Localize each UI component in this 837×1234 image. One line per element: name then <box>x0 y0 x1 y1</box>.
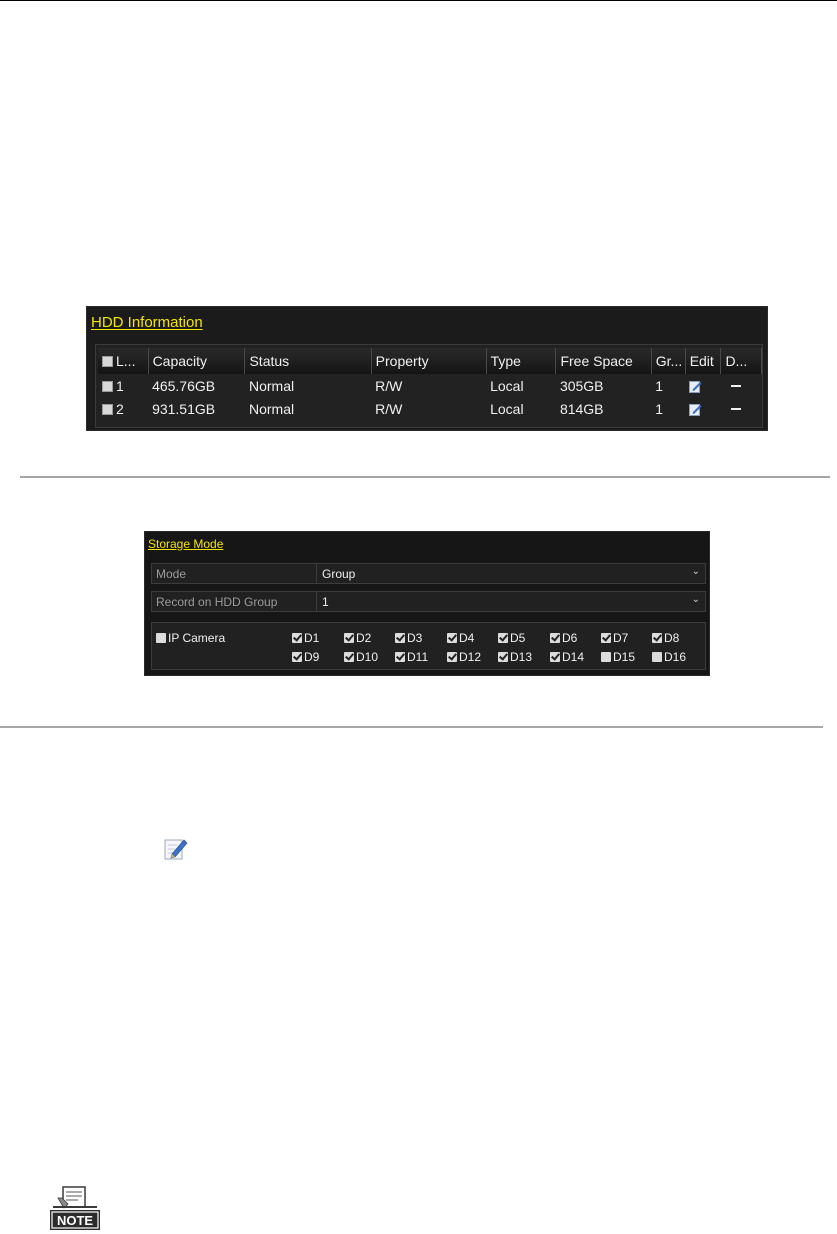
column-header-property[interactable]: Property <box>371 348 486 374</box>
edit-cell <box>685 397 721 420</box>
row-separator <box>316 564 317 583</box>
camera-checkbox-d9[interactable] <box>292 650 319 664</box>
column-header-label[interactable]: L... <box>98 348 148 374</box>
camera-label: D9 <box>304 650 320 664</box>
mode-row[interactable] <box>151 563 706 584</box>
camera-checkbox-d14[interactable] <box>550 650 584 664</box>
camera-checkbox-d3[interactable] <box>395 631 422 645</box>
checked-checkbox-icon[interactable] <box>498 633 508 643</box>
camera-label: D5 <box>510 631 526 645</box>
mode-label: Mode <box>156 567 187 581</box>
row-separator <box>316 592 317 611</box>
camera-checkbox-d11[interactable] <box>395 650 428 664</box>
ip-camera-box <box>151 622 706 670</box>
camera-checkbox-d16[interactable] <box>652 650 686 664</box>
camera-checkbox-d1[interactable] <box>292 631 319 645</box>
type-cell: Local <box>490 400 524 417</box>
camera-label: D14 <box>562 650 585 664</box>
edit-icon[interactable] <box>689 380 702 393</box>
row-checkbox[interactable] <box>102 404 113 415</box>
record-on-hdd-group-label: Record on HDD Group <box>156 595 278 609</box>
hdd-information-panel <box>86 306 768 431</box>
group-cell: 1 <box>655 400 664 417</box>
row-label-cell: 1 <box>98 374 148 397</box>
checked-checkbox-icon[interactable] <box>447 633 457 643</box>
unchecked-checkbox-icon[interactable] <box>601 652 611 662</box>
table-row[interactable] <box>98 374 762 397</box>
status-cell: Normal <box>248 400 295 417</box>
camera-checkbox-d15[interactable] <box>601 650 635 664</box>
unchecked-checkbox-icon[interactable] <box>652 652 662 662</box>
chevron-down-icon[interactable]: ⌄ <box>691 566 700 577</box>
checked-checkbox-icon[interactable] <box>447 652 457 662</box>
camera-label: D15 <box>613 650 636 664</box>
edit-icon <box>163 836 189 862</box>
column-header-capacity[interactable]: Capacity <box>148 348 245 374</box>
hdd-information-title: HDD Information <box>91 314 203 331</box>
table-row[interactable] <box>98 397 762 420</box>
checked-checkbox-icon[interactable] <box>550 652 560 662</box>
dash-icon[interactable] <box>731 408 741 410</box>
column-header-status[interactable]: Status <box>245 348 371 374</box>
storage-mode-panel <box>144 531 710 676</box>
checked-checkbox-icon[interactable] <box>601 633 611 643</box>
ip-camera-select-all[interactable]: IP Camera <box>156 631 225 645</box>
camera-checkbox-d13[interactable] <box>498 650 532 664</box>
checked-checkbox-icon[interactable] <box>395 652 405 662</box>
capacity-cell: 931.51GB <box>152 400 216 417</box>
camera-label: D13 <box>510 650 533 664</box>
camera-label: D10 <box>356 650 379 664</box>
camera-checkbox-d10[interactable] <box>344 650 378 664</box>
camera-label: D11 <box>407 650 429 664</box>
camera-label: D12 <box>459 650 482 664</box>
checked-checkbox-icon[interactable] <box>395 633 405 643</box>
free-space-cell: 305GB <box>559 377 604 394</box>
status-cell: Normal <box>248 377 295 394</box>
checked-checkbox-icon[interactable] <box>292 652 302 662</box>
group-cell: 1 <box>655 377 664 394</box>
record-on-hdd-group-row[interactable] <box>151 591 706 612</box>
camera-checkbox-d7[interactable] <box>601 631 628 645</box>
camera-checkbox-d4[interactable] <box>447 631 474 645</box>
checked-checkbox-icon[interactable] <box>292 633 302 643</box>
column-header-free-space[interactable]: Free Space <box>556 348 651 374</box>
property-cell: R/W <box>375 400 403 417</box>
page-top-rule <box>0 0 837 1</box>
column-header-type[interactable]: Type <box>486 348 556 374</box>
camera-label: D8 <box>664 631 680 645</box>
note-icon <box>46 1186 108 1232</box>
camera-label: D4 <box>459 631 475 645</box>
property-cell: R/W <box>375 377 403 394</box>
checked-checkbox-icon[interactable] <box>550 633 560 643</box>
select-all-checkbox[interactable] <box>102 356 113 367</box>
camera-checkbox-d12[interactable] <box>447 650 481 664</box>
hdd-group-select[interactable]: 1 <box>322 595 329 609</box>
type-cell: Local <box>490 377 524 394</box>
camera-label: D16 <box>664 650 687 664</box>
edit-icon[interactable] <box>689 403 702 416</box>
row-label-cell: 2 <box>98 397 148 420</box>
column-header-edit[interactable]: Edit <box>685 348 721 374</box>
row-checkbox[interactable] <box>102 381 113 392</box>
ip-camera-checkbox[interactable] <box>156 633 166 643</box>
camera-label: D1 <box>304 631 320 645</box>
camera-checkbox-d5[interactable] <box>498 631 525 645</box>
hdd-table-header <box>98 348 762 374</box>
delete-cell <box>721 397 762 420</box>
camera-checkbox-d2[interactable] <box>344 631 371 645</box>
checked-checkbox-icon[interactable] <box>652 633 662 643</box>
free-space-cell: 814GB <box>559 400 604 417</box>
camera-checkbox-d8[interactable] <box>652 631 679 645</box>
dash-icon[interactable] <box>731 385 741 387</box>
checked-checkbox-icon[interactable] <box>344 652 354 662</box>
storage-mode-title: Storage Mode <box>148 537 224 551</box>
camera-checkbox-d6[interactable] <box>550 631 577 645</box>
chevron-down-icon[interactable]: ⌄ <box>691 594 700 605</box>
delete-cell <box>721 374 762 397</box>
camera-label: D2 <box>356 631 372 645</box>
checked-checkbox-icon[interactable] <box>498 652 508 662</box>
hdd-table-area <box>95 344 763 428</box>
note-icon-label: NOTE <box>56 1213 94 1228</box>
column-header-delete[interactable]: D... <box>721 348 762 374</box>
hdd-table <box>98 348 762 420</box>
column-header-group[interactable]: Gr... <box>651 348 685 374</box>
section-divider <box>20 476 830 478</box>
camera-label: D6 <box>562 631 578 645</box>
camera-label: D7 <box>613 631 629 645</box>
section-divider <box>0 726 823 728</box>
capacity-cell: 465.76GB <box>152 377 216 394</box>
edit-cell <box>685 374 721 397</box>
camera-label: D3 <box>407 631 423 645</box>
checked-checkbox-icon[interactable] <box>344 633 354 643</box>
mode-select[interactable]: Group <box>322 567 356 581</box>
